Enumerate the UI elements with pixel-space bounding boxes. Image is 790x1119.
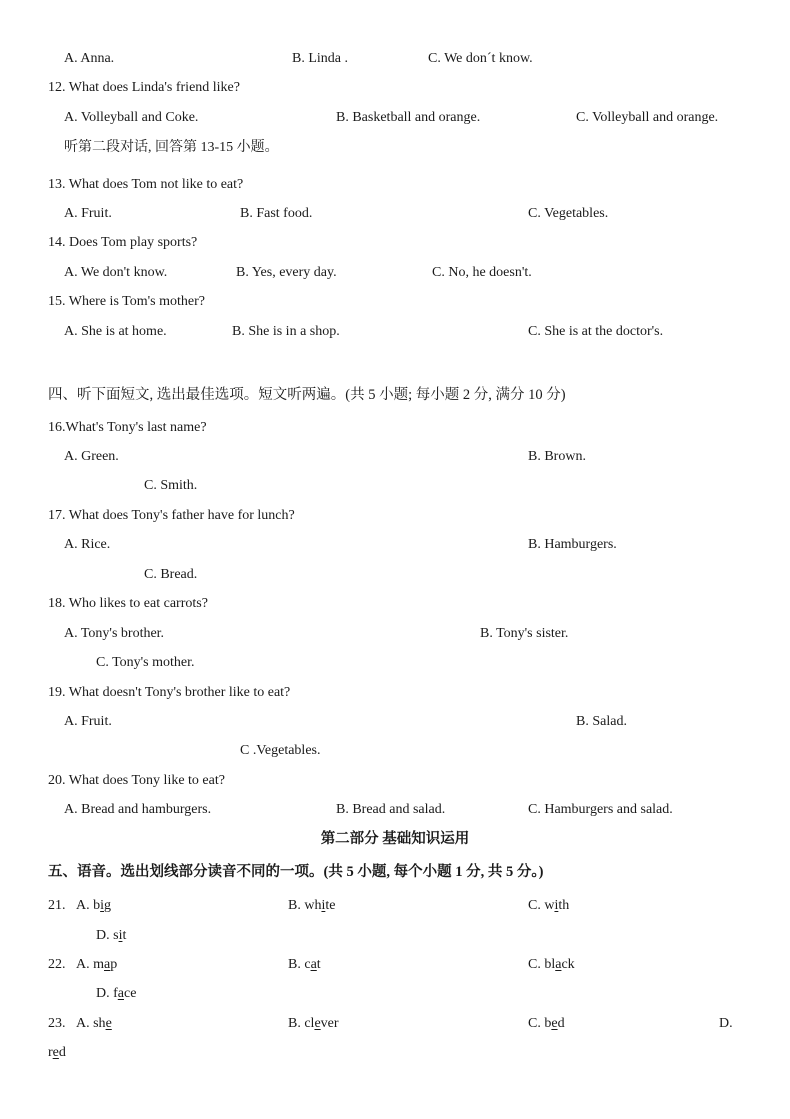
q22-option-b: B. cat (288, 957, 321, 972)
q18-stem: 18. Who likes to eat carrots? (48, 596, 208, 611)
q17-option-b: B. Hamburgers. (528, 537, 617, 552)
q14-stem: 14. Does Tom play sports? (48, 235, 198, 250)
q20-option-c: C. Hamburgers and salad. (528, 802, 673, 817)
q12-option-c: C. Volleyball and orange. (576, 110, 719, 125)
q23-option-a: A. she (76, 1016, 112, 1031)
q17-option-a: A. Rice. (64, 537, 111, 552)
q23-number: 23. (48, 1016, 66, 1031)
q22-option-d: D. face (96, 986, 137, 1001)
q19-option-b: B. Salad. (576, 714, 627, 729)
q11-option-c: C. We don´t know. (428, 51, 533, 66)
q20-option-a: A. Bread and hamburgers. (64, 802, 212, 817)
q16-option-c: C. Smith. (144, 478, 198, 493)
q21-option-c: C. with (528, 898, 570, 913)
q12-stem: 12. What does Linda's friend like? (48, 80, 240, 95)
q17-option-c: C. Bread. (144, 567, 198, 582)
q13-option-a: A. Fruit. (64, 206, 112, 221)
section-4-heading: 四、听下面短文, 选出最佳选项。短文听两遍。(共 5 小题; 每小题 2 分, 满分 10 分) (48, 387, 566, 403)
q16-option-a: A. Green. (64, 449, 119, 464)
q18-option-a: A. Tony's brother. (64, 626, 165, 641)
part-2-heading: 第二部分 基础知识运用 (320, 831, 470, 847)
q14-option-c: C. No, he doesn't. (432, 265, 532, 280)
q14-option-a: A. We don't know. (64, 265, 168, 280)
q17-stem: 17. What does Tony's father have for lunch? (48, 508, 295, 523)
q16-stem: 16.What's Tony's last name? (48, 420, 207, 435)
q21-number: 21. (48, 898, 66, 913)
q23-option-b: B. clever (288, 1016, 339, 1031)
dialog2-instruction: 听第二段对话, 回答第 13-15 小题。 (64, 140, 279, 155)
q23-option-d: red (48, 1045, 66, 1060)
q15-option-a: A. She is at home. (64, 324, 167, 339)
q15-stem: 15. Where is Tom's mother? (48, 294, 205, 309)
q22-option-c: C. black (528, 957, 575, 972)
q15-option-c: C. She is at the doctor's. (528, 324, 664, 339)
q21-option-b: B. white (288, 898, 336, 913)
q19-option-c: C .Vegetables. (240, 743, 321, 758)
q18-option-c: C. Tony's mother. (96, 655, 195, 670)
q11-option-b: B. Linda . (292, 51, 348, 66)
q19-option-a: A. Fruit. (64, 714, 112, 729)
q20-option-b: B. Bread and salad. (336, 802, 446, 817)
q21-option-a: A. big (76, 898, 112, 913)
q20-stem: 20. What does Tony like to eat? (48, 773, 225, 788)
section-5-heading: 五、语音。选出划线部分读音不同的一项。(共 5 小题, 每个小题 1 分, 共 5 分。) (48, 864, 544, 880)
q13-option-b: B. Fast food. (240, 206, 313, 221)
q13-stem: 13. What does Tom not like to eat? (48, 177, 244, 192)
q16-option-b: B. Brown. (528, 449, 586, 464)
q19-stem: 19. What doesn't Tony's brother like to eat? (48, 685, 291, 700)
q22-option-a: A. map (76, 957, 118, 972)
q13-option-c: C. Vegetables. (528, 206, 609, 221)
q22-number: 22. (48, 957, 66, 972)
q21-option-d: D. sit (96, 928, 127, 943)
q15-option-b: B. She is in a shop. (232, 324, 340, 339)
q11-option-a: A. Anna. (64, 51, 115, 66)
q23-option-d-label: D. (719, 1016, 733, 1031)
q23-option-c: C. bed (528, 1016, 565, 1031)
q12-option-b: B. Basketball and orange. (336, 110, 481, 125)
q18-option-b: B. Tony's sister. (480, 626, 569, 641)
q12-option-a: A. Volleyball and Coke. (64, 110, 199, 125)
q14-option-b: B. Yes, every day. (236, 265, 337, 280)
